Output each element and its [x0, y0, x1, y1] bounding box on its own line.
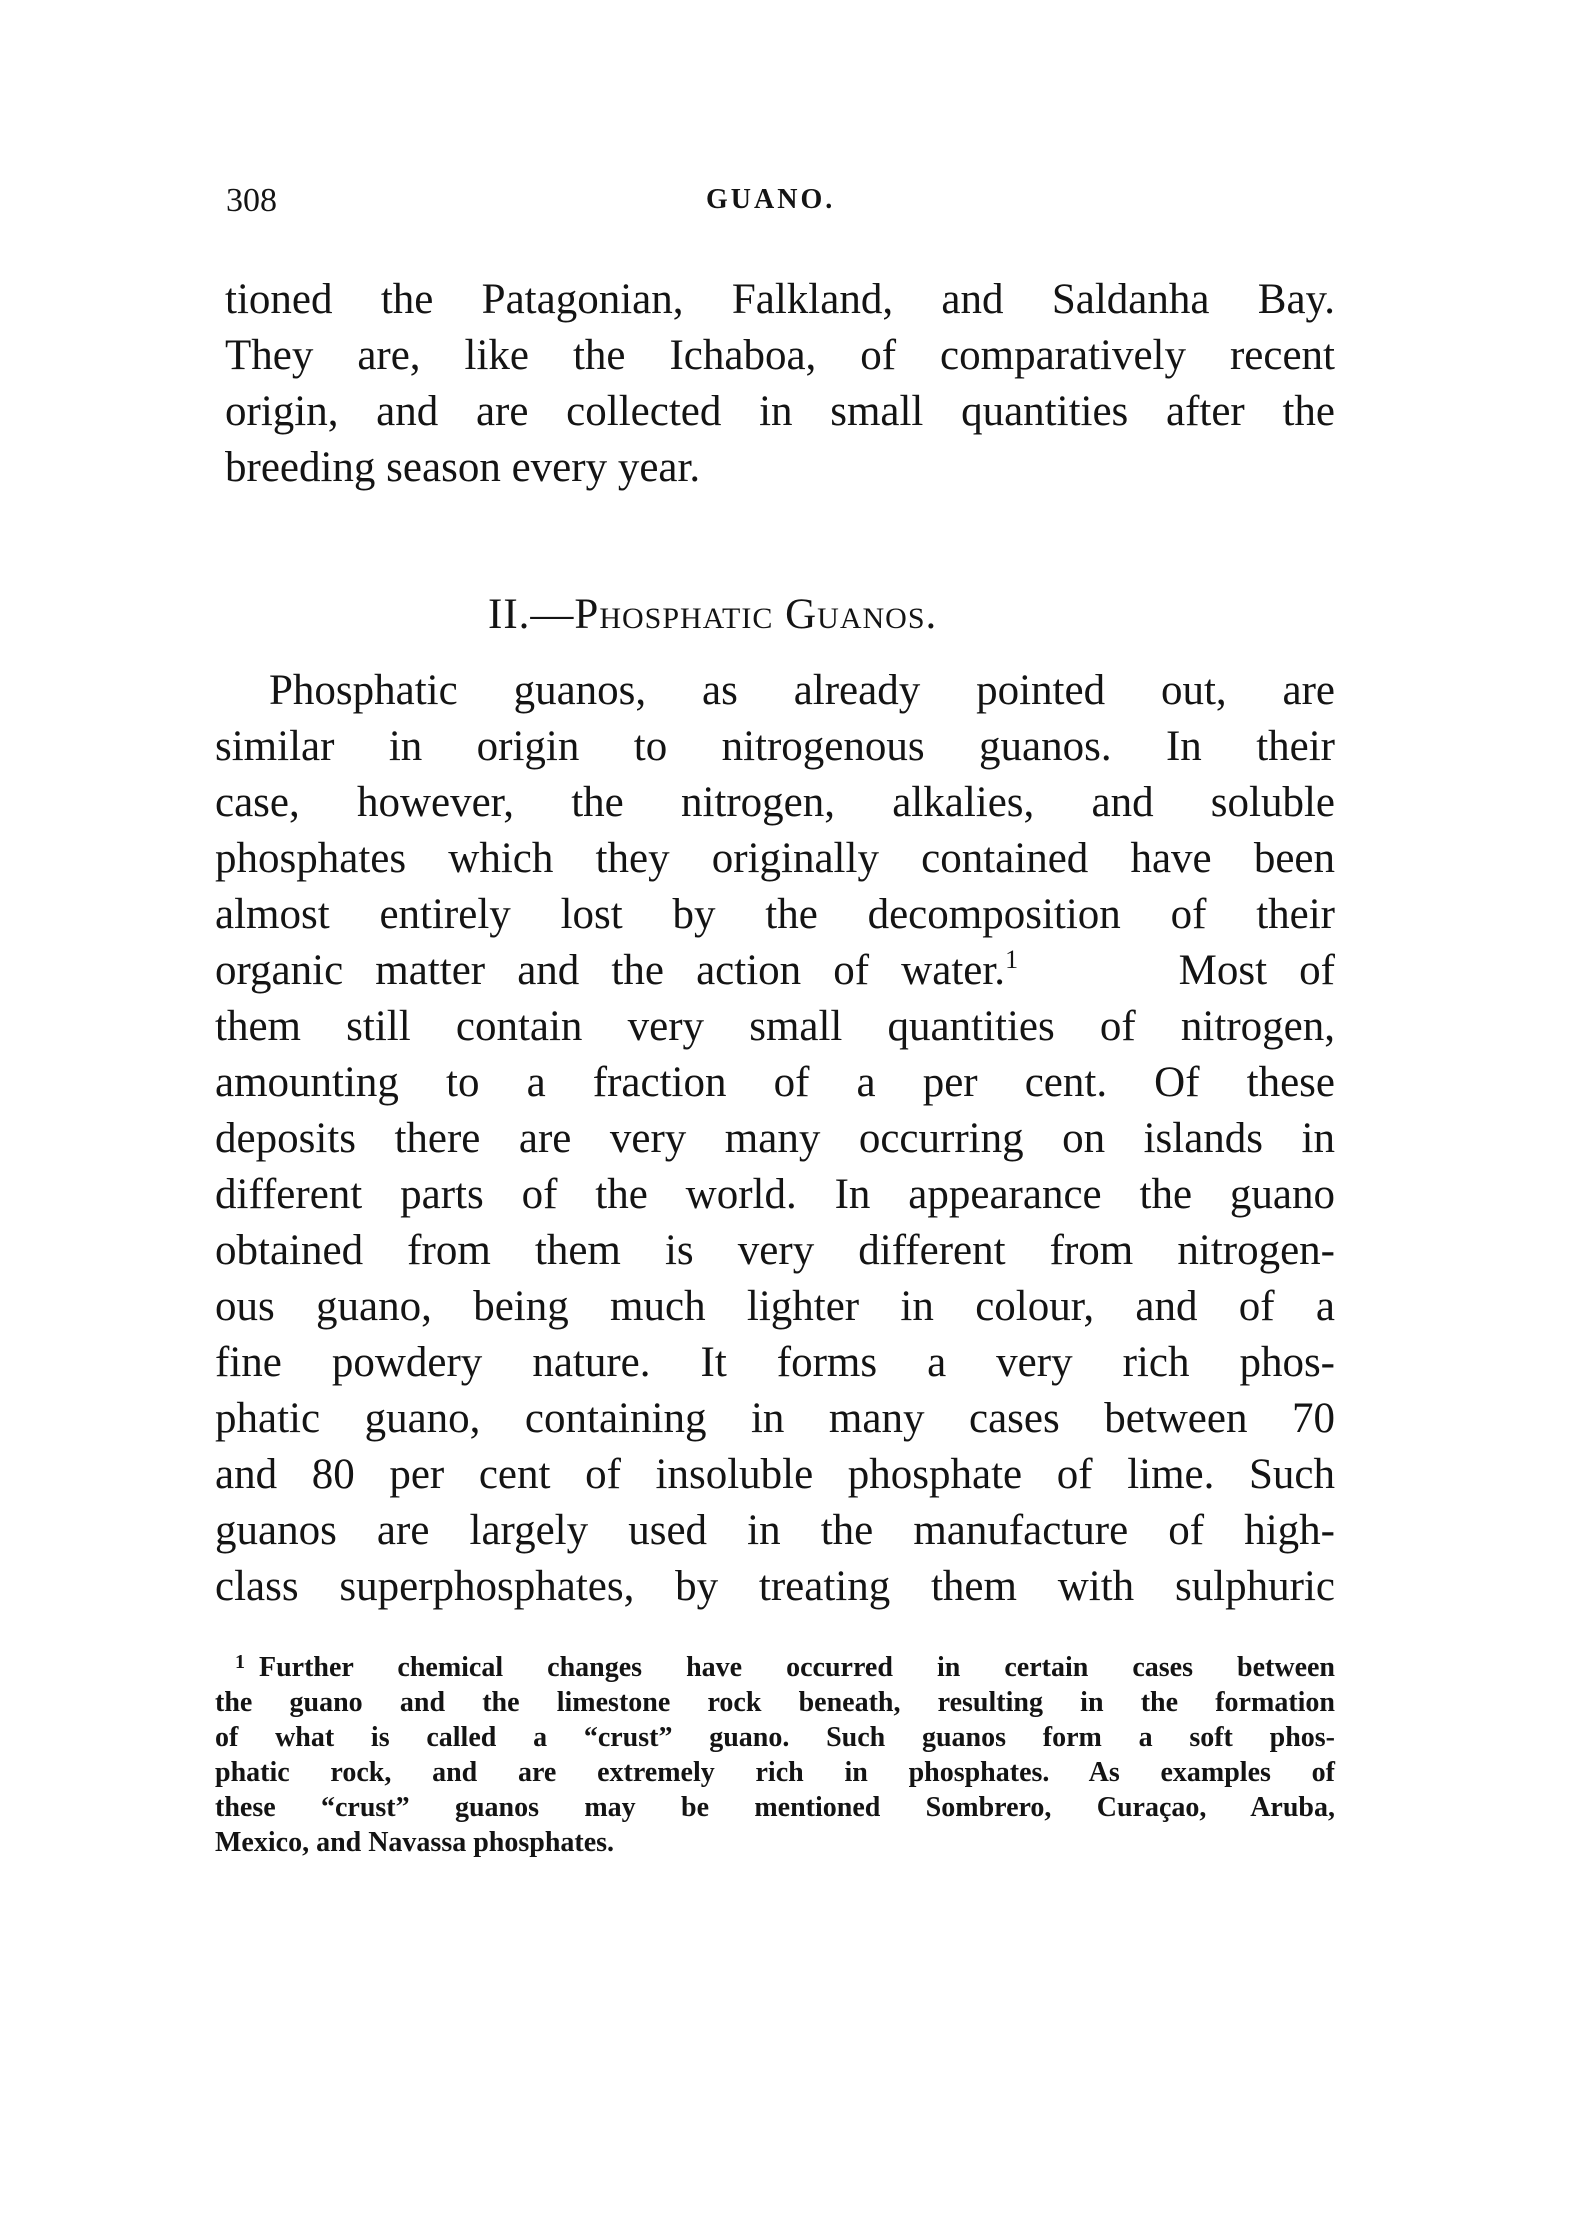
footnote-line: these “crust” guanos may be mentioned Sombrero, Curaçao, Aruba,	[215, 1792, 1335, 1823]
text-line: almost entirely lost by the decomposition of their	[215, 891, 1335, 938]
section-title-word-2: uanos.	[817, 591, 938, 638]
text-line: them still contain very small quantities of nitrogen,	[215, 1003, 1335, 1050]
text-line: deposits there are very many occurring on islands in	[215, 1115, 1335, 1162]
footnote-line: the guano and the limestone rock beneath, resulting in the formation	[215, 1687, 1335, 1718]
section-title-initial-2: G	[785, 591, 818, 638]
text-line: guanos are largely used in the manufacture of high-	[215, 1507, 1335, 1554]
text-line-part: organic matter and the action of water.	[215, 947, 1006, 994]
footnote-line	[215, 1650, 1335, 1685]
footnote	[215, 1650, 1335, 1860]
footnote-reference[interactable]: 1	[1005, 945, 1019, 974]
footnote-line: of what is called a “crust” guano. Such guanos form a soft phos-	[215, 1722, 1335, 1753]
text-line: and 80 per cent of insoluble phosphate of lime. Such	[215, 1451, 1335, 1498]
text-line: different parts of the world. In appearance the guano	[215, 1171, 1335, 1218]
text-line: case, however, the nitrogen, alkalies, and soluble	[215, 779, 1335, 826]
text-line: phosphates which they originally contained have been	[215, 835, 1335, 882]
text-line: Phosphatic guanos, as already pointed out, are	[269, 667, 1335, 714]
text-line: origin, and are collected in small quantities after the	[225, 388, 1335, 435]
text-line: amounting to a fraction of a per cent. Of these	[215, 1059, 1335, 1106]
paragraph-phosphatic	[215, 663, 1335, 1615]
text-line: similar in origin to nitrogenous guanos. In their	[215, 723, 1335, 770]
running-title: GUANO.	[706, 184, 836, 215]
paragraph-continued	[225, 272, 1335, 496]
text-line: They are, like the Ichaboa, of comparatively recent	[225, 332, 1335, 379]
page-number: 308	[226, 182, 277, 219]
text-line: phatic guano, containing in many cases between 70	[215, 1395, 1335, 1442]
text-line: class superphosphates, by treating them with sulphuric	[215, 1563, 1335, 1610]
text-line: ous guano, being much lighter in colour, and of a	[215, 1283, 1335, 1330]
text-line: fine powdery nature. It forms a very rich phos-	[215, 1339, 1335, 1386]
footnote-line: phatic rock, and are extremely rich in phosphates. As examples of	[215, 1757, 1335, 1788]
text-line: obtained from them is very different from nitrogen-	[215, 1227, 1335, 1274]
footnote-text: Further chemical changes have occurred in certain cases between	[259, 1652, 1335, 1683]
footnote-marker: 1	[235, 1651, 245, 1673]
text-line-part: Most of	[1178, 947, 1336, 994]
text-line-with-footnote	[215, 943, 1335, 999]
text-line: breeding season every year.	[225, 444, 701, 491]
section-title-initial-1: P	[574, 591, 600, 638]
text-line: tioned the Patagonian, Falkland, and Saldanha Bay.	[225, 276, 1335, 323]
section-heading	[488, 590, 937, 639]
section-numeral: II.—	[488, 591, 575, 638]
page-header	[226, 182, 1332, 232]
section-title-word-1: hosphatic	[599, 591, 774, 638]
footnote-line: Mexico, and Navassa phosphates.	[215, 1827, 615, 1858]
